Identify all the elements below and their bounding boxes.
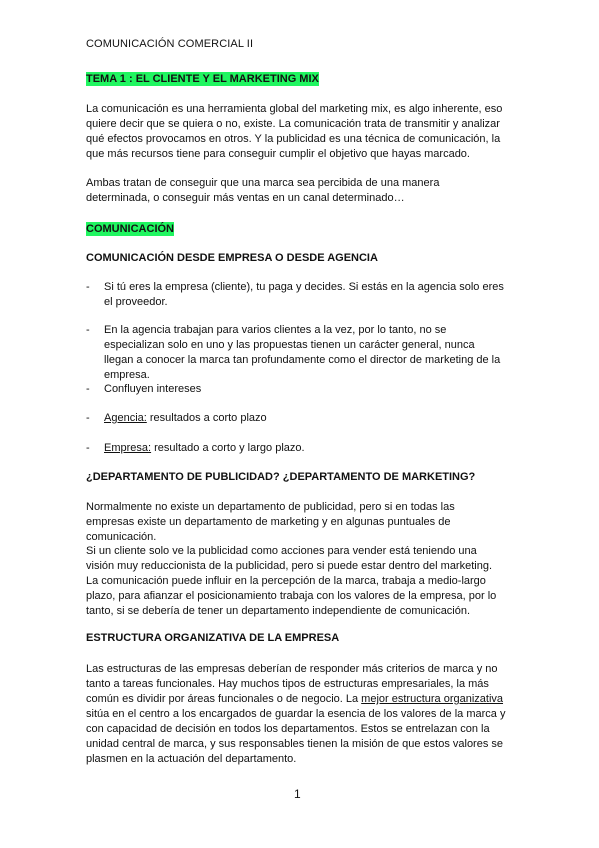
list-item: En la agencia trabajan para varios clientes a la vez, por lo tanto, no se especializan solo en uno y las propuestas tienen un carácter general, nunca llegan a conocer la marca tan profundamente como el director de marketing de la empresa.	[104, 324, 501, 381]
section-comunicacion	[86, 222, 506, 237]
running-header: COMUNICACIÓN COMERCIAL II	[86, 38, 254, 50]
paragraph-intro: La comunicación es una herramienta global del marketing mix, es algo inherente, eso quiere decir que se quiera o no, existe. La comunicación trata de transmitir y analizar qué efectos provocamos en otros. Y la publicidad es una técnica de comunicación, la que más recursos tiene para conseguir cumplir el objetivo que hayas marcado.	[86, 103, 503, 160]
paragraph-estructura-part2: sitúa en el centro a los encargados de guardar la esencia de los valores de la marca y con capacidad de decisión en todos los departamentos. Estos se entrelazan con la unidad central de marca, y sus responsables tienen la misión de que estos valores se plasmen en la actuación del departamento.	[86, 708, 506, 765]
mejor-estructura-link: mejor estructura organizativa	[361, 693, 504, 705]
heading-empresa-agencia: COMUNICACIÓN DESDE EMPRESA O DESDE AGENCIA	[86, 252, 378, 264]
agencia-label: Agencia:	[104, 412, 147, 424]
section-comunicacion-highlight: COMUNICACIÓN	[86, 223, 174, 235]
paragraph-ambas: Ambas tratan de conseguir que una marca sea percibida de una manera determinada, o conseguir más ventas en un canal determinado…	[86, 177, 440, 204]
paragraph-cliente: Si un cliente solo ve la publicidad como acciones para vender está teniendo una visión muy reduccionista de la publicidad, pero si puede estar dentro del marketing. La comunicación puede influir en la percepción de la marca, trabaja a medio-largo plazo, para afianzar el posicionamiento trabaja con los valores de la empresa, por lo tanto, si se debería de tener un departamento independiente de comunicación.	[86, 545, 497, 617]
paragraph-estructura	[86, 662, 506, 767]
paragraph-estructura-part1: Las estructuras de las empresas deberían de responder más criterios de marca y no tanto a tareas funcionales. Hay muchos tipos de estructuras empresariales, la más común es dividir por áreas funcionales o de negocio. La	[86, 663, 498, 705]
tema-title	[86, 72, 506, 87]
bullet-mark: -	[86, 412, 90, 424]
list-item: Confluyen intereses	[104, 383, 202, 395]
heading-departamento: ¿DEPARTAMENTO DE PUBLICIDAD? ¿DEPARTAMENTO DE MARKETING?	[86, 471, 476, 483]
agencia-text: resultados a corto plazo	[146, 412, 267, 424]
empresa-text: resultado a corto y largo plazo.	[151, 442, 305, 454]
tema-title-highlight: TEMA 1 : EL CLIENTE Y EL MARKETING MIX	[86, 73, 319, 85]
bullet-mark: -	[86, 281, 90, 293]
list-item: Si tú eres la empresa (cliente), tu paga y decides. Si estás en la agencia solo eres el proveedor.	[104, 281, 504, 308]
bullet-mark: -	[86, 324, 90, 336]
empresa-label: Empresa:	[104, 442, 152, 454]
heading-estructura: ESTRUCTURA ORGANIZATIVA DE LA EMPRESA	[86, 632, 340, 644]
paragraph-departamento: Normalmente no existe un departamento de publicidad, pero si en todas las empresas existe un departamento de marketing y en algunas puntuales de comunicación.	[86, 501, 455, 543]
list-item	[104, 441, 504, 456]
list-item	[104, 411, 504, 426]
page-number: 1	[294, 787, 301, 801]
bullet-mark: -	[86, 442, 90, 454]
bullet-mark: -	[86, 383, 90, 395]
